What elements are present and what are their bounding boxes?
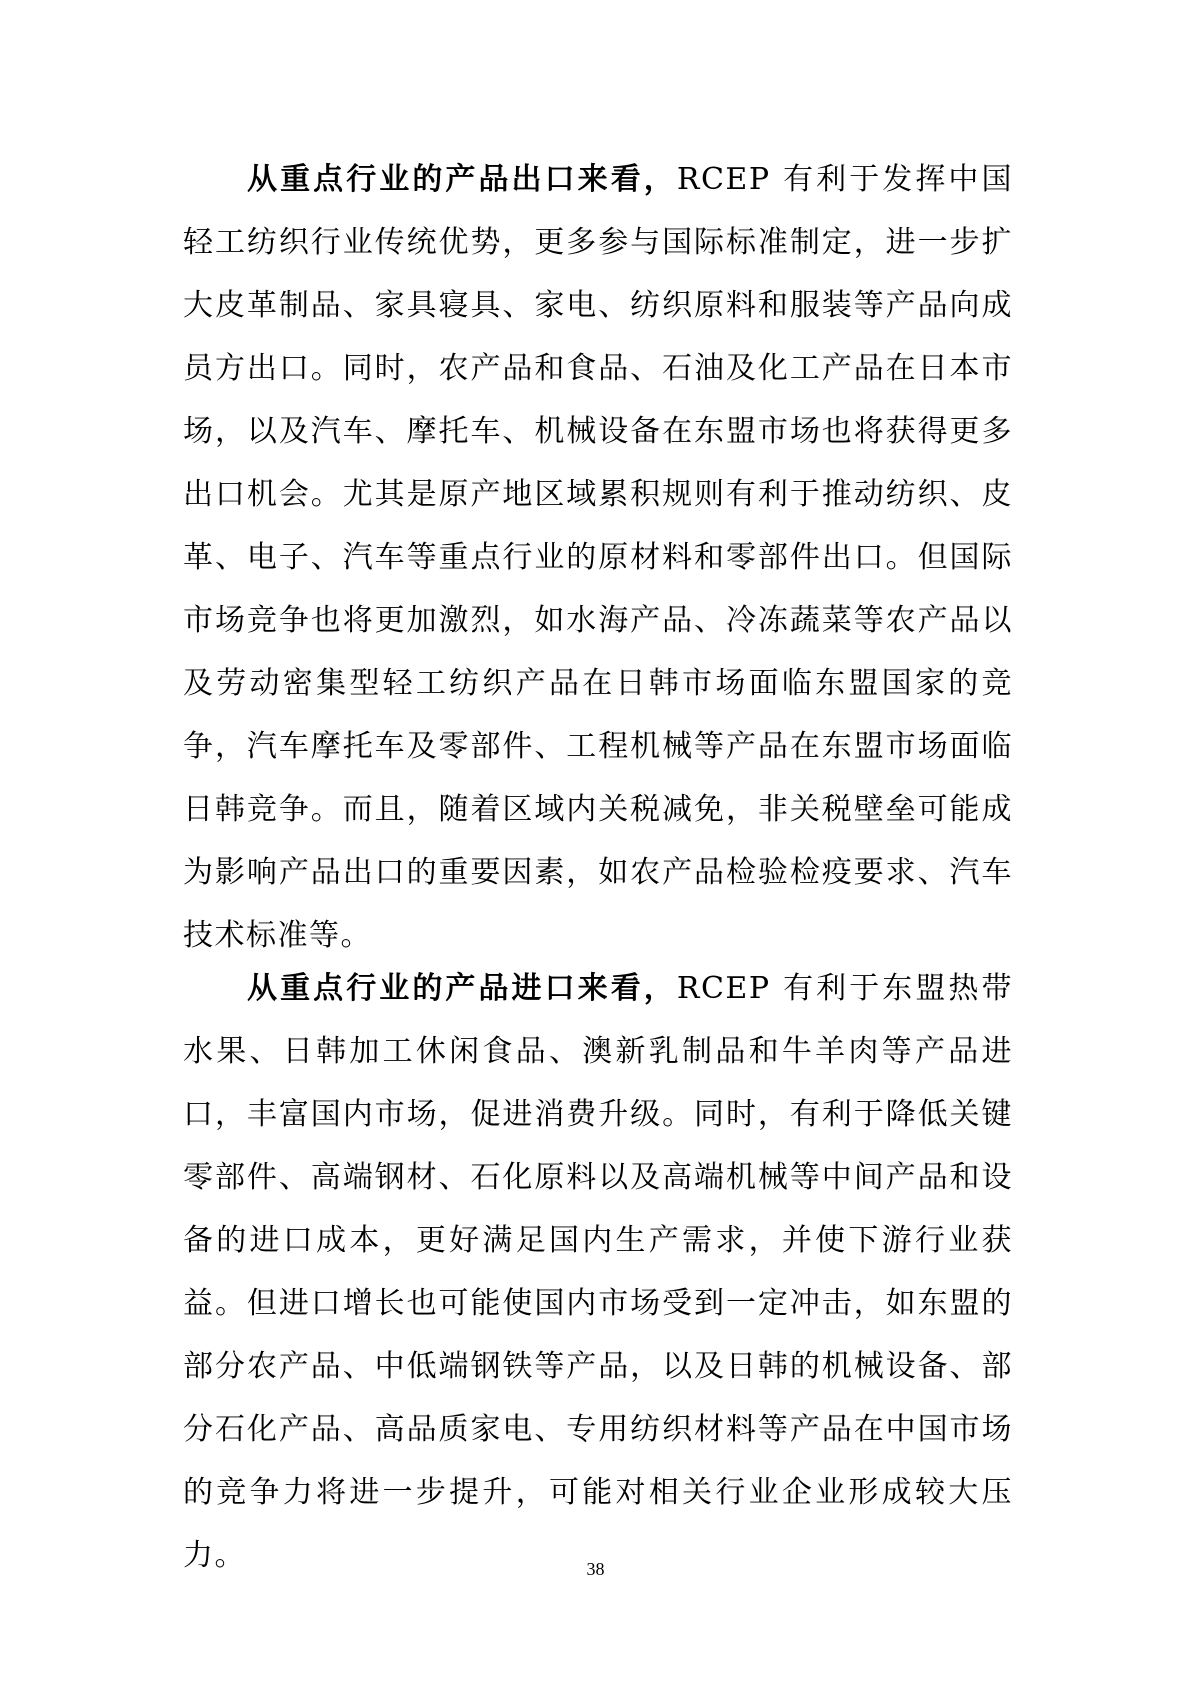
paragraph-import-lead: 从重点行业的产品进口来看， [247, 971, 677, 1006]
paragraph-export-body: RCEP 有利于发挥中国轻工纺织行业传统优势，更多参与国际标准制定，进一步扩大皮革制品、家具寝具、家电、纺织原料和服装等产品向成员方出口。同时，农产品和食品、石油及化工产品在日本市场，以及汽车、摩托车、机械设备在东盟市场也将获得更多出口机会。尤其是原产地区域累积规则有利于推动纺织、皮革、电子、汽车等重点行业的原材料和零部件出口。但国际市场竞争也将更加激烈，如水海产品、冷冻蔬菜等农产品以及劳动密集型轻工纺织产品在日韩市场面临东盟国家的竞争，汽车摩托车及零部件、工程机械等产品在东盟市场面临日韩竞争。而且，随着区域内关税减免，非关税壁垒可能成为影响产品出口的重要因素，如农产品检验检疫要求、汽车技术标准等。 [183, 162, 1014, 953]
paragraph-import-body: RCEP 有利于东盟热带水果、日韩加工休闲食品、澳新乳制品和牛羊肉等产品进口，丰富国内市场，促进消费升级。同时，有利于降低关键零部件、高端钢材、石化原料以及高端机械等中间产品和设备的进口成本，更好满足国内生产需求，并使下游行业获益。但进口增长也可能使国内市场受到一定冲击，如东盟的部分农产品、中低端钢铁等产品，以及日韩的机械设备、部分石化产品、高品质家电、专用纺织材料等产品在中国市场的竞争力将进一步提升，可能对相关行业企业形成较大压力。 [183, 971, 1014, 1573]
paragraph-export [183, 148, 1013, 967]
paragraph-export-lead: 从重点行业的产品出口来看， [247, 162, 677, 197]
page-number: 38 [586, 1559, 605, 1579]
paragraph-import [183, 957, 1013, 1587]
